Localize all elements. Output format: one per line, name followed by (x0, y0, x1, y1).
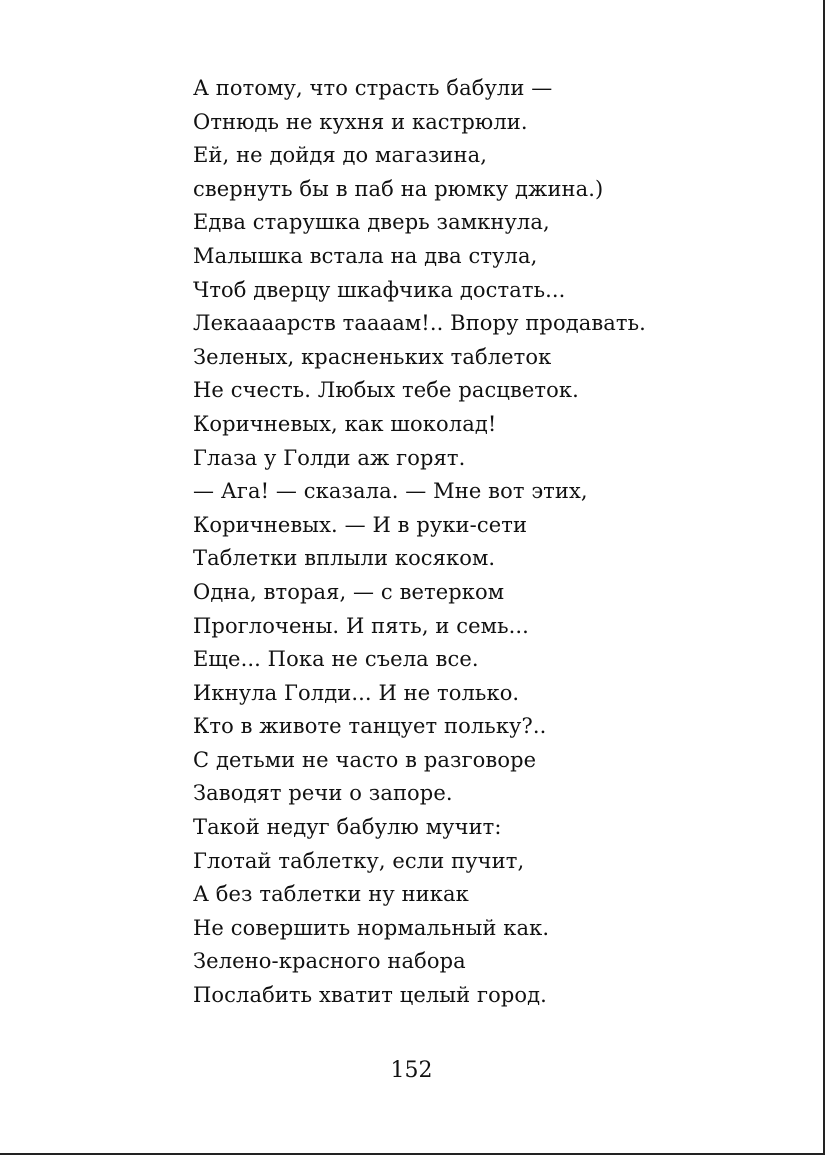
poem-line: Коричневых, как шоколад! (193, 411, 497, 436)
poem-line: Одна, вторая, — с ветерком (193, 579, 505, 604)
poem-line: свернуть бы в паб на рюмку джина.) (193, 176, 604, 201)
poem-line: Глотай таблетку, если пучит, (193, 848, 525, 873)
poem-line: Заводят речи о запоре. (193, 781, 453, 806)
poem-line: А без таблетки ну никак (193, 882, 469, 907)
poem-line: Зеленых, красненьких таблеток (193, 344, 552, 369)
poem-line: Ей, не дойдя до магазина, (193, 143, 487, 168)
poem-line: Таблетки вплыли косяком. (193, 546, 496, 571)
poem-line: А потому, что страсть бабули — (193, 76, 553, 100)
poem-line: Коричневых. — И в руки-сети (193, 512, 528, 537)
poem-line: Чтоб дверцу шкафчика достать... (193, 277, 566, 302)
poem-line: Глаза у Голди аж горят. (193, 445, 466, 470)
poem-line: Икнула Голди... И не только. (193, 680, 520, 705)
poem-line: Проглочены. И пять, и семь... (193, 613, 529, 638)
poem-line: Малышка встала на два стула, (193, 243, 538, 268)
poem-line: Такой недуг бабулю мучит: (193, 815, 502, 840)
poem-line: — Ага! — сказала. — Мне вот этих, (193, 479, 588, 504)
poem-text (193, 72, 753, 1013)
poem-line: Отнюдь не кухня и кастрюли. (193, 109, 528, 134)
poem-line: Едва старушка дверь замкнула, (193, 210, 550, 235)
poem-line: Послабить хватит целый город. (193, 983, 547, 1008)
poem-line: С детьми не часто в разговоре (193, 747, 537, 772)
poem-line: Кто в животе танцует польку?.. (193, 714, 547, 739)
poem-line: Не совершить нормальный как. (193, 915, 550, 940)
poem-line: Лекаааарств тааaам!.. Впору продавать. (193, 311, 646, 336)
poem-line: Еще... Пока не съела все. (193, 647, 479, 672)
poem-line: Зелено-красного набора (193, 949, 466, 974)
page-number: 152 (390, 1058, 433, 1083)
poem-line: Не счесть. Любых тебе расцветок. (193, 378, 579, 403)
